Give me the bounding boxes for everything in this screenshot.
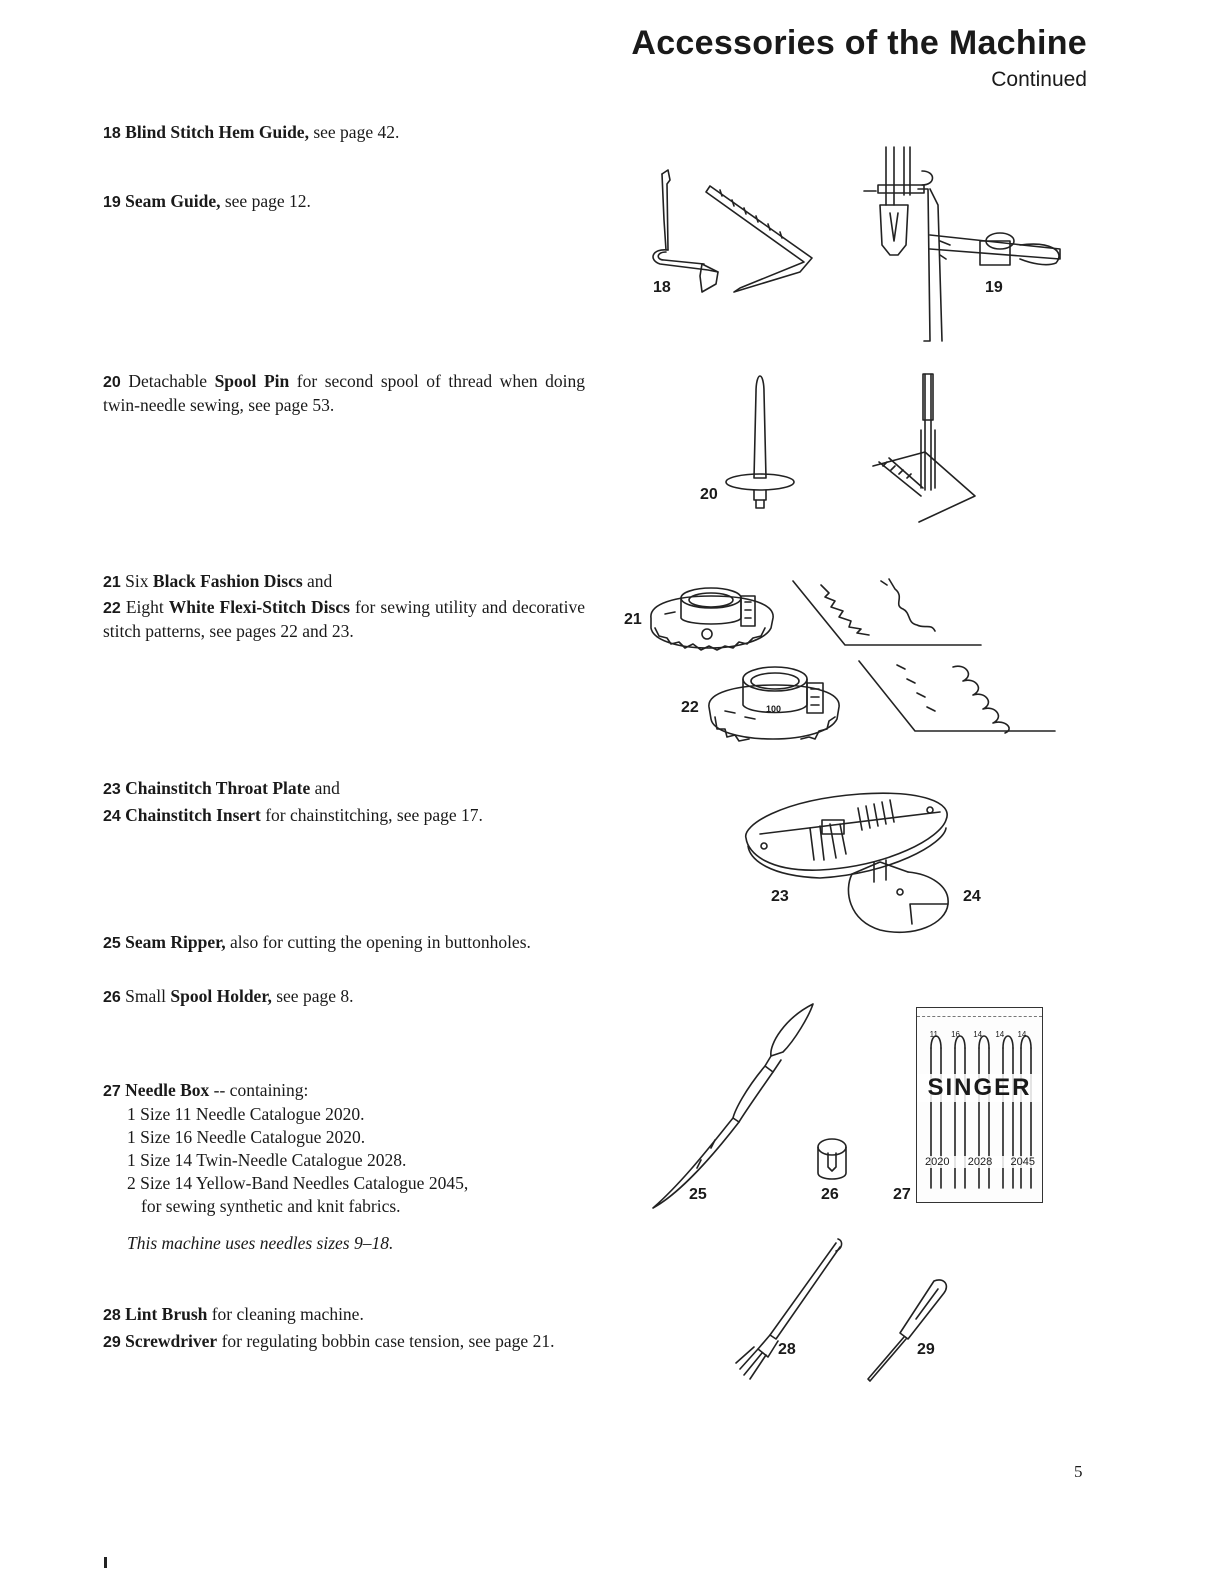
figure-label-21: 21 bbox=[624, 611, 642, 628]
entry-number: 28 bbox=[103, 1307, 121, 1324]
disc-number-label: 100 bbox=[766, 704, 782, 714]
entry-pre: Six bbox=[120, 571, 153, 591]
entry-term: Lint Brush bbox=[125, 1304, 208, 1324]
entry-text: and bbox=[310, 778, 340, 798]
entry-term: Seam Guide, bbox=[125, 191, 221, 211]
entry-24 bbox=[103, 804, 588, 828]
entry-number: 24 bbox=[103, 808, 121, 825]
entry-text: for cleaning machine. bbox=[207, 1304, 364, 1324]
entry-25 bbox=[103, 931, 588, 955]
entry-term: Chainstitch Throat Plate bbox=[125, 778, 311, 798]
page-title: Accessories of the Machine bbox=[631, 24, 1087, 62]
entry-text: see page 8. bbox=[271, 986, 354, 1006]
entry-number: 25 bbox=[103, 935, 121, 952]
figure-label-18: 18 bbox=[653, 279, 671, 296]
entry-number: 20 bbox=[103, 374, 121, 391]
entry-term: Screwdriver bbox=[125, 1331, 218, 1351]
entry-number: 29 bbox=[103, 1334, 121, 1351]
figure-label-23: 23 bbox=[771, 888, 789, 905]
entry-number: 27 bbox=[103, 1083, 121, 1100]
entry-number: 19 bbox=[103, 194, 121, 211]
figure-label-26: 26 bbox=[821, 1186, 839, 1203]
seam-ripper-illustration bbox=[645, 1000, 820, 1215]
entry-number: 23 bbox=[103, 781, 121, 798]
footer-mark bbox=[104, 1557, 107, 1568]
needle-item: 2 Size 14 Yellow-Band Needles Catalogue 2045, bbox=[127, 1173, 469, 1193]
figure-label-29: 29 bbox=[917, 1341, 935, 1358]
figure-label-28: 28 bbox=[778, 1341, 796, 1358]
needle-item: 1 Size 11 Needle Catalogue 2020. bbox=[127, 1104, 365, 1124]
entry-term: Blind Stitch Hem Guide, bbox=[125, 122, 309, 142]
twin-needle-sewing-illustration bbox=[865, 370, 985, 530]
chainstitch-throat-plate-illustration bbox=[740, 780, 955, 940]
entry-text: and bbox=[302, 571, 333, 591]
entry-29 bbox=[103, 1330, 588, 1354]
needle-catalogue-row: 2020 2028 2045 bbox=[925, 1156, 1035, 1168]
black-fashion-disc-illustration bbox=[645, 578, 780, 658]
entry-text: for second spool of thread when doing twin-needle sewing, see page 53. bbox=[103, 371, 585, 415]
figure-label-24: 24 bbox=[963, 888, 981, 905]
lint-brush-illustration bbox=[730, 1235, 850, 1385]
entry-pre: Small bbox=[120, 986, 171, 1006]
entry-term: Chainstitch Insert bbox=[125, 805, 261, 825]
figure-label-27: 27 bbox=[893, 1186, 911, 1203]
entry-18 bbox=[103, 121, 588, 145]
entry-text: -- containing: bbox=[209, 1080, 309, 1100]
figure-label-19: 19 bbox=[985, 279, 1003, 296]
entry-term: Black Fashion Discs bbox=[152, 571, 303, 591]
entry-term: Needle Box bbox=[125, 1080, 210, 1100]
figure-label-25: 25 bbox=[689, 1186, 707, 1203]
needle-item: 1 Size 16 Needle Catalogue 2020. bbox=[127, 1127, 366, 1147]
entry-text: see page 42. bbox=[308, 122, 400, 142]
entry-23 bbox=[103, 777, 588, 801]
decorative-stitch-sample-a bbox=[785, 575, 985, 650]
entry-number: 21 bbox=[103, 574, 121, 591]
needle-box-brand: SINGER bbox=[917, 1074, 1042, 1102]
needle-size-note: This machine uses needles sizes 9–18. bbox=[127, 1233, 394, 1253]
entry-pre: Detachable bbox=[120, 371, 215, 391]
needle-shapes bbox=[917, 1008, 1042, 1202]
needle-item-continued: for sewing synthetic and knit fabrics. bbox=[141, 1196, 401, 1216]
entry-20 bbox=[103, 370, 585, 417]
entry-text: for sewing utility and decorative stitch patterns, see pages 22 and 23. bbox=[103, 597, 586, 641]
entry-26 bbox=[103, 985, 588, 1009]
spool-pin-illustration bbox=[720, 372, 810, 512]
entry-27 bbox=[103, 1079, 588, 1255]
page-subtitle: Continued bbox=[991, 68, 1087, 91]
entry-text: for regulating bobbin case tension, see page 21. bbox=[217, 1331, 555, 1351]
page-number: 5 bbox=[1074, 1462, 1083, 1481]
entry-22 bbox=[103, 596, 585, 643]
small-spool-holder-illustration bbox=[812, 1135, 852, 1185]
figure-label-22: 22 bbox=[681, 699, 699, 716]
entry-19 bbox=[103, 190, 588, 214]
screwdriver-illustration bbox=[860, 1275, 950, 1385]
entry-term: Spool Pin bbox=[214, 371, 290, 391]
needle-box-illustration bbox=[916, 1007, 1043, 1203]
entry-number: 22 bbox=[103, 600, 121, 617]
entry-text: see page 12. bbox=[220, 191, 311, 211]
needle-item: 1 Size 14 Twin-Needle Catalogue 2028. bbox=[127, 1150, 407, 1170]
seam-guide-illustration bbox=[860, 145, 1070, 345]
entry-pre: Eight bbox=[120, 597, 169, 617]
entry-28 bbox=[103, 1303, 588, 1327]
entry-text: also for cutting the opening in buttonholes. bbox=[225, 932, 531, 952]
white-flexi-stitch-disc-illustration bbox=[705, 655, 845, 745]
entry-term: Spool Holder, bbox=[170, 986, 272, 1006]
entry-21 bbox=[103, 570, 588, 594]
entry-text: for chainstitching, see page 17. bbox=[260, 805, 483, 825]
entry-term: White Flexi-Stitch Discs bbox=[168, 597, 350, 617]
entry-term: Seam Ripper, bbox=[125, 932, 226, 952]
entry-number: 26 bbox=[103, 989, 121, 1006]
entry-number: 18 bbox=[103, 125, 121, 142]
needle-size-row: 11 16 14 14 14 bbox=[929, 1030, 1027, 1039]
figure-label-20: 20 bbox=[700, 486, 718, 503]
decorative-stitch-sample-b bbox=[855, 655, 1060, 735]
